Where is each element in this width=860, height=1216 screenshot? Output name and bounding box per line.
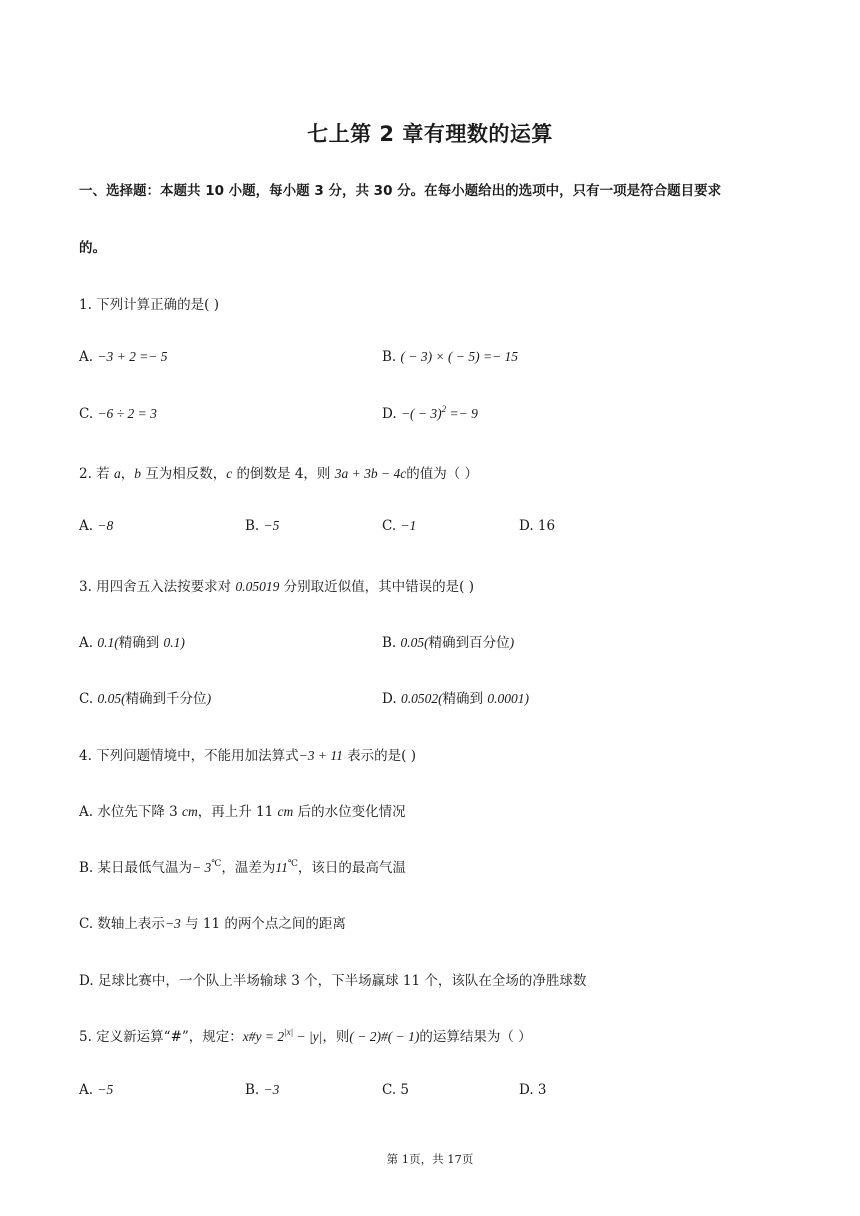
question-2-option-b: B. −5 [245,518,280,534]
question-3-option-d: D. 0.0502(精确到 0.0001) [382,691,529,707]
question-4-option-a: A. 水位先下降 3 cm，再上升 11 cm 后的水位变化情况 [79,804,406,820]
question-2-stem: 2. 若 a，b 互为相反数，c 的倒数是 4，则 3a + 3b − 4c的值为（ ） [79,466,478,482]
page-title: 七上第 2 章有理数的运算 [307,122,553,146]
question-4-option-b: B. 某日最低气温为− 3℃，温差为11℃，该日的最高气温 [79,859,406,876]
question-1-option-c: C. −6 ÷ 2 = 3 [79,406,157,422]
question-3-option-b: B. 0.05(精确到百分位) [382,635,515,651]
question-2-option-a: A. −8 [79,518,114,534]
question-1-option-d: D. −( − 3)$^2$ =− 9 [382,404,478,422]
question-1-option-a: A. −3 + 2 =− 5 [79,349,168,365]
section-heading-line1: 一、选择题：本题共 10 小题，每小题 3 分，共 30 分。在每小题给出的选项中，只有一项是符合题目要求 [79,183,722,199]
page-footer: 第 1页，共 17页 [386,1152,474,1166]
question-3-option-c: C. 0.05(精确到千分位) [79,691,212,707]
question-3-option-a: A. 0.1(精确到 0.1) [79,635,185,651]
question-5-stem: 5. 定义新运算“#”，规定：x#y = $2^{|x|} - |y|$，则( − 2)#( − 1)的运算结果为（ ） [79,1027,532,1045]
question-2-option-c: C. −1 [382,518,417,534]
question-3-stem: 3. 用四舍五入法按要求对 0.05019 分别取近似值，其中错误的是( ) [79,579,474,595]
question-5-option-a: A. −5 [79,1082,114,1098]
question-1-stem: 1. 下列计算正确的是( ) [79,297,219,313]
question-4-option-d: D. 足球比赛中，一个队上半场输球 3 个，下半场赢球 11 个，该队在全场的净胜球数 [79,973,587,989]
question-4-option-c: C. 数轴上表示−3 与 11 的两个点之间的距离 [79,916,346,932]
question-2-option-d: D. 16 [519,518,556,534]
section-heading-line2: 的。 [79,240,106,256]
question-4-stem: 4. 下列问题情境中，不能用加法算式−3 + 11 表示的是( ) [79,748,417,764]
question-1-option-b: B. ( − 3) × ( − 5) =− 15 [382,349,519,365]
question-5-option-c: C. 5 [382,1082,410,1098]
question-5-option-b: B. −3 [245,1082,280,1098]
question-5-option-d: D. 3 [519,1082,547,1098]
